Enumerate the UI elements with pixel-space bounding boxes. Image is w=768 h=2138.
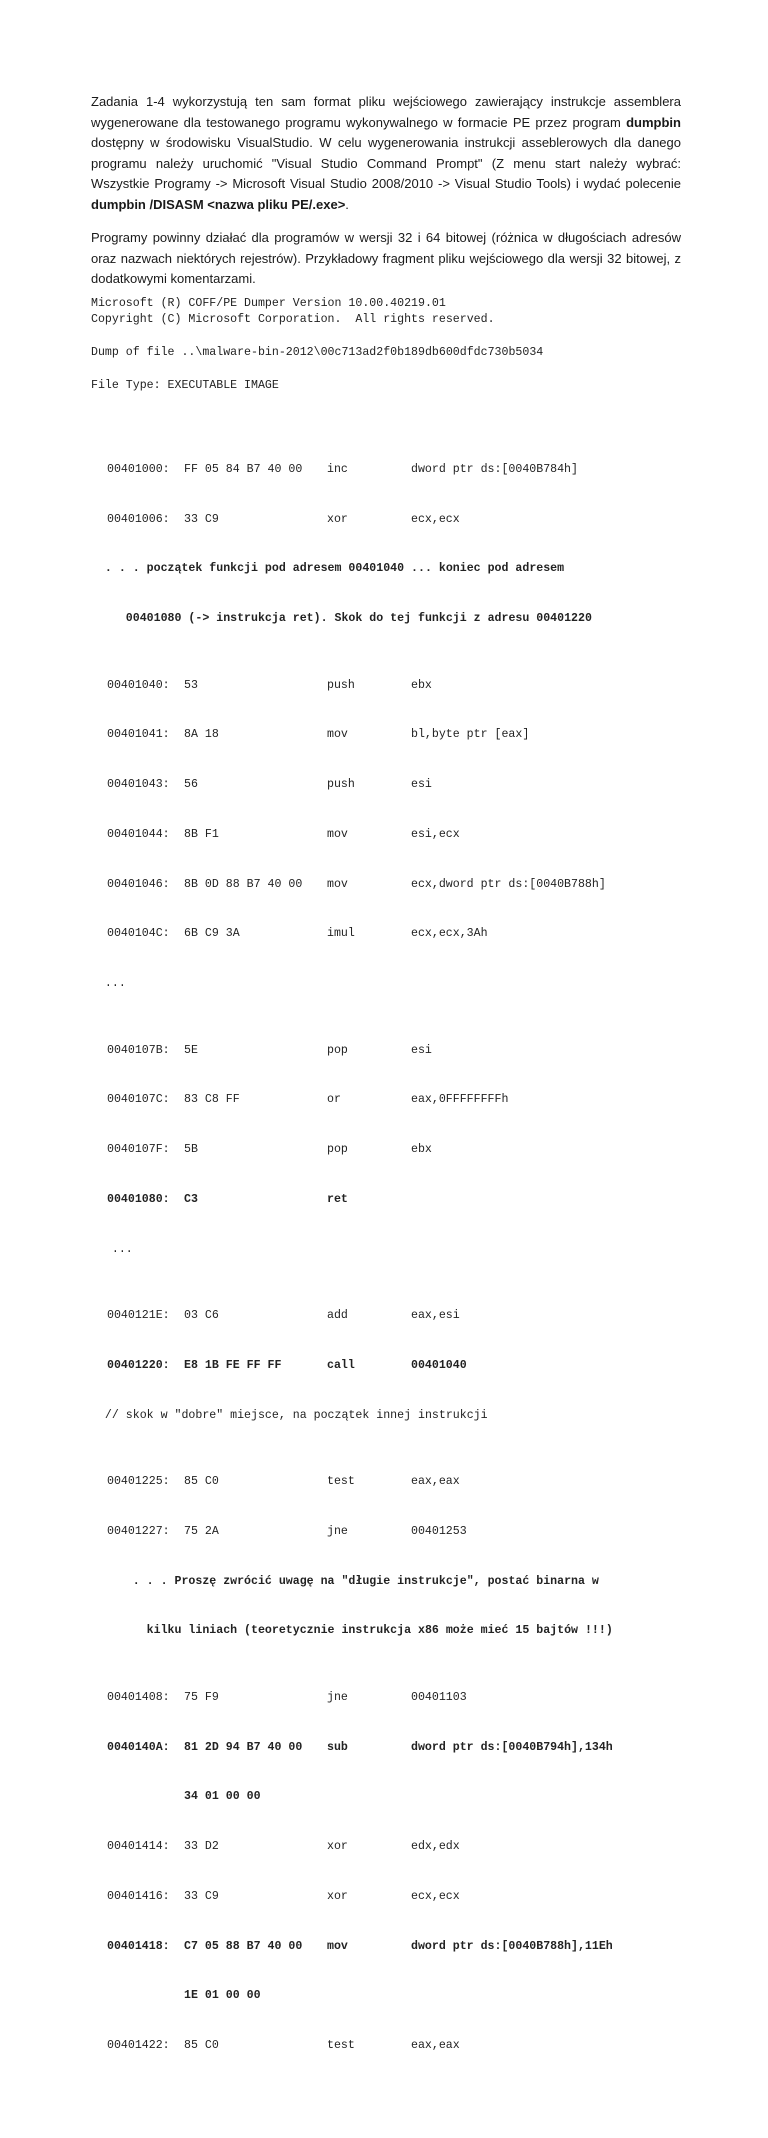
asm-bytes: FF 05 84 B7 40 00 bbox=[184, 462, 303, 476]
listing-ellipsis: ... bbox=[91, 977, 126, 991]
asm-mnemonic: push bbox=[327, 678, 355, 692]
asm-mnemonic: call bbox=[327, 1358, 355, 1372]
asm-mnemonic: test bbox=[327, 2039, 355, 2053]
dump-header-type: File Type: EXECUTABLE IMAGE bbox=[91, 379, 279, 392]
asm-mnemonic: mov bbox=[327, 728, 348, 742]
ellipsis-row bbox=[91, 976, 133, 993]
asm-address: 00401043: bbox=[107, 778, 170, 792]
asm-bytes: 8A 18 bbox=[184, 728, 219, 742]
asm-bytes: 56 bbox=[184, 778, 198, 792]
asm-row bbox=[91, 1142, 432, 1159]
asm-mnemonic: mov bbox=[327, 877, 348, 891]
asm-bytes: C7 05 88 B7 40 00 bbox=[184, 1939, 303, 1953]
asm-address: 0040121E: bbox=[107, 1309, 170, 1323]
asm-operands: dword ptr ds:[0040B784h] bbox=[411, 462, 578, 476]
asm-address: 00401044: bbox=[107, 827, 170, 841]
asm-row-highlighted bbox=[91, 1192, 348, 1209]
asm-address: 00401006: bbox=[107, 512, 170, 526]
listing-comment: // skok w "dobre" miejsce, na początek innej instrukcji bbox=[91, 1408, 488, 1422]
disassembly-listing bbox=[91, 412, 613, 2105]
asm-row bbox=[91, 1092, 509, 1109]
asm-bytes: 83 C8 FF bbox=[184, 1093, 240, 1107]
asm-row bbox=[91, 727, 530, 744]
asm-row-continuation bbox=[91, 1789, 261, 1806]
asm-row bbox=[91, 1474, 460, 1491]
asm-operands: esi bbox=[411, 778, 432, 792]
asm-mnemonic: push bbox=[327, 778, 355, 792]
asm-address: 0040107F: bbox=[107, 1143, 170, 1157]
intro-text: . bbox=[345, 196, 349, 212]
listing-ellipsis: ... bbox=[91, 1242, 133, 1256]
asm-operands: eax,eax bbox=[411, 1475, 460, 1488]
asm-row bbox=[91, 1839, 460, 1856]
asm-address: 00401422: bbox=[107, 2039, 170, 2053]
asm-bytes: 33 C9 bbox=[184, 512, 219, 526]
asm-bytes: E8 1B FE FF FF bbox=[184, 1358, 282, 1372]
asm-mnemonic: mov bbox=[327, 1939, 348, 1953]
asm-bytes: 85 C0 bbox=[184, 1475, 219, 1488]
asm-mnemonic: xor bbox=[327, 1840, 348, 1854]
asm-bytes: 8B F1 bbox=[184, 827, 219, 841]
asm-mnemonic: inc bbox=[327, 462, 348, 476]
asm-operands: edx,edx bbox=[411, 1840, 460, 1854]
asm-operands: bl,byte ptr [eax] bbox=[411, 728, 530, 742]
asm-row bbox=[91, 827, 460, 844]
comment-row bbox=[91, 1574, 599, 1591]
asm-mnemonic: sub bbox=[327, 1740, 348, 1754]
asm-mnemonic: add bbox=[327, 1309, 348, 1323]
asm-bytes: 34 01 00 00 bbox=[184, 1790, 261, 1804]
asm-address: 0040107B: bbox=[107, 1043, 170, 1057]
asm-operands: eax,esi bbox=[411, 1309, 460, 1323]
asm-bytes: 8B 0D 88 B7 40 00 bbox=[184, 877, 303, 891]
asm-row-highlighted bbox=[91, 1939, 613, 1956]
asm-mnemonic: pop bbox=[327, 1143, 348, 1157]
asm-bytes: 75 F9 bbox=[184, 1690, 219, 1704]
asm-row bbox=[91, 1308, 460, 1325]
comment-row bbox=[91, 611, 592, 628]
asm-operands: 00401103 bbox=[411, 1690, 467, 1704]
asm-address: 00401041: bbox=[107, 728, 170, 742]
dumpbin-command: dumpbin /DISASM <nazwa pliku PE/.exe> bbox=[91, 196, 346, 212]
asm-operands: ecx,ecx,3Ah bbox=[411, 927, 488, 941]
asm-address: 00401046: bbox=[107, 877, 170, 891]
listing-comment: . . . początek funkcji pod adresem 00401040 ... koniec pod adresem bbox=[91, 562, 565, 576]
comment-row bbox=[91, 561, 565, 578]
asm-mnemonic: imul bbox=[327, 927, 355, 941]
asm-mnemonic: pop bbox=[327, 1043, 348, 1057]
asm-bytes: C3 bbox=[184, 1192, 198, 1206]
asm-address: 00401080: bbox=[107, 1192, 170, 1206]
asm-mnemonic: or bbox=[327, 1093, 341, 1107]
asm-bytes: 1E 01 00 00 bbox=[184, 1989, 261, 2003]
asm-row bbox=[91, 926, 488, 943]
asm-address: 0040107C: bbox=[107, 1093, 170, 1107]
asm-mnemonic: mov bbox=[327, 827, 348, 841]
asm-address: 00401418: bbox=[107, 1939, 170, 1953]
asm-mnemonic: xor bbox=[327, 1889, 348, 1903]
asm-address: 0040140A: bbox=[107, 1740, 170, 1754]
asm-bytes: 6B C9 3A bbox=[184, 927, 240, 941]
asm-operands: 00401040 bbox=[411, 1358, 467, 1372]
asm-row bbox=[91, 777, 432, 794]
asm-mnemonic: xor bbox=[327, 512, 348, 526]
comment-row bbox=[91, 1408, 488, 1425]
asm-operands: dword ptr ds:[0040B794h],134h bbox=[411, 1740, 613, 1754]
asm-address: 00401227: bbox=[107, 1524, 170, 1538]
asm-mnemonic: jne bbox=[327, 1690, 348, 1704]
asm-operands: ecx,ecx bbox=[411, 1889, 460, 1903]
asm-operands: eax,eax bbox=[411, 2039, 460, 2053]
dump-header-version: Microsoft (R) COFF/PE Dumper Version 10.00.40219.01 bbox=[91, 297, 446, 310]
asm-operands: eax,0FFFFFFFFh bbox=[411, 1093, 509, 1107]
asm-operands: ebx bbox=[411, 678, 432, 692]
intro-text: Zadania 1-4 wykorzystują ten sam format pliku wejściowego zawierający instrukcje assemblera wygenerowane dla testowanego programu wykonywalnego w formacie PE przez program bbox=[91, 94, 681, 130]
asm-address: 00401220: bbox=[107, 1358, 170, 1372]
asm-bytes: 53 bbox=[184, 678, 198, 692]
asm-address: 00401040: bbox=[107, 678, 170, 692]
asm-bytes: 5B bbox=[184, 1143, 198, 1157]
asm-row bbox=[91, 1043, 432, 1060]
asm-row bbox=[91, 1524, 467, 1541]
asm-row bbox=[91, 2038, 460, 2055]
asm-address: 00401225: bbox=[107, 1475, 170, 1488]
asm-address: 0040104C: bbox=[107, 927, 170, 941]
asm-row bbox=[91, 1690, 467, 1707]
asm-operands: 00401253 bbox=[411, 1524, 467, 1538]
dumpbin-term: dumpbin bbox=[626, 114, 681, 130]
asm-bytes: 33 C9 bbox=[184, 1889, 219, 1903]
asm-address: 00401000: bbox=[107, 462, 170, 476]
dump-header-copyright: Copyright (C) Microsoft Corporation. All rights reserved. bbox=[91, 313, 495, 326]
ellipsis-row bbox=[91, 1242, 133, 1259]
asm-bytes: 85 C0 bbox=[184, 2039, 219, 2053]
asm-bytes: 75 2A bbox=[184, 1524, 219, 1538]
asm-operands: dword ptr ds:[0040B788h],11Eh bbox=[411, 1939, 613, 1953]
asm-row-highlighted bbox=[91, 1358, 467, 1375]
asm-operands: ecx,ecx bbox=[411, 512, 460, 526]
asm-operands: ebx bbox=[411, 1143, 432, 1157]
intro-text: dostępny w środowisku VisualStudio. W celu wygenerowania instrukcji asseblerowych dla danego programu należy uruchomić "Visual Studio Command Prompt" (Z menu start należy wybrać: Wszystkie Programy -> Microsoft Visual Studio 2008/2010 -> Visual Studio Tools) i wydać polecenie bbox=[91, 135, 681, 191]
asm-bytes: 5E bbox=[184, 1043, 198, 1057]
asm-row bbox=[91, 462, 578, 479]
dump-header-file: Dump of file ..\malware-bin-2012\00c713ad2f0b189db600dfdc730b5034 bbox=[91, 346, 544, 359]
asm-mnemonic: test bbox=[327, 1475, 355, 1488]
asm-row bbox=[91, 678, 432, 695]
asm-operands: ecx,dword ptr ds:[0040B788h] bbox=[411, 877, 606, 891]
asm-operands: esi bbox=[411, 1043, 432, 1057]
asm-bytes: 81 2D 94 B7 40 00 bbox=[184, 1740, 303, 1754]
asm-mnemonic: ret bbox=[327, 1192, 348, 1206]
intro-paragraph-1 bbox=[91, 92, 681, 215]
asm-operands: esi,ecx bbox=[411, 827, 460, 841]
listing-comment: . . . Proszę zwrócić uwagę na "długie instrukcje", postać binarna w bbox=[91, 1574, 599, 1588]
comment-row bbox=[91, 1623, 613, 1640]
asm-row bbox=[91, 512, 460, 529]
asm-row-continuation bbox=[91, 1988, 261, 2005]
asm-bytes: 33 D2 bbox=[184, 1840, 219, 1854]
asm-mnemonic: jne bbox=[327, 1524, 348, 1538]
asm-row bbox=[91, 1889, 460, 1906]
asm-address: 00401414: bbox=[107, 1840, 170, 1854]
asm-row-highlighted bbox=[91, 1740, 613, 1757]
asm-address: 00401408: bbox=[107, 1690, 170, 1704]
asm-address: 00401416: bbox=[107, 1889, 170, 1903]
asm-bytes: 03 C6 bbox=[184, 1309, 219, 1323]
listing-comment: 00401080 (-> instrukcja ret). Skok do tej funkcji z adresu 00401220 bbox=[91, 612, 592, 626]
asm-row bbox=[91, 877, 606, 894]
intro-paragraph-2: Programy powinny działać dla programów w wersji 32 i 64 bitowej (różnica w długościach adresów oraz nazwach niektórych rejestrów). Przykładowy fragment pliku wejściowego dla wersji 32 bitowej, z dodatkowymi komentarzami. bbox=[91, 230, 681, 286]
listing-comment: kilku liniach (teoretycznie instrukcja x86 może mieć 15 bajtów !!!) bbox=[91, 1624, 613, 1638]
